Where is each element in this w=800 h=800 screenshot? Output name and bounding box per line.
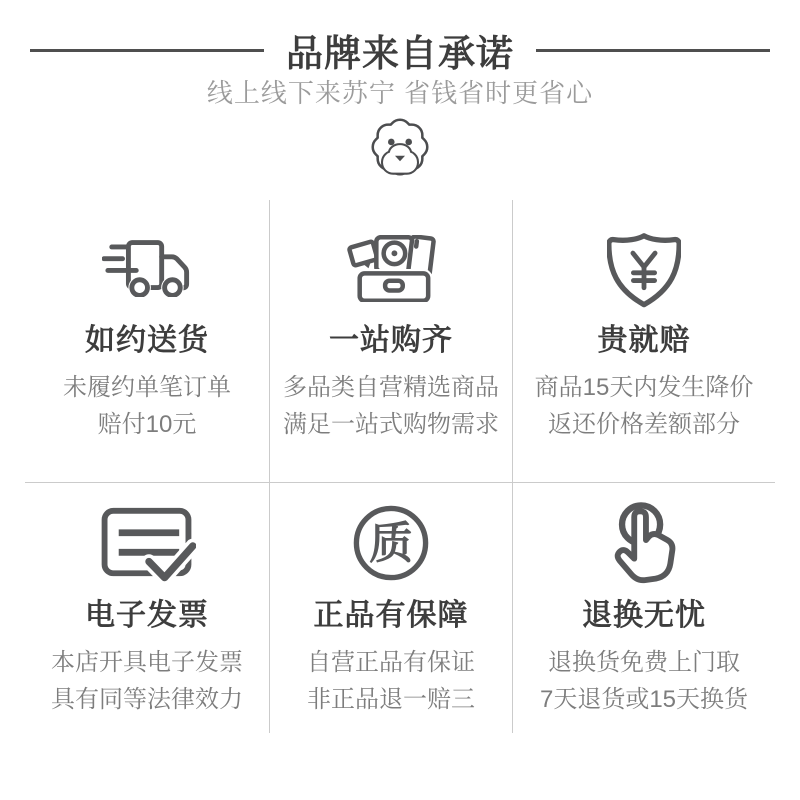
- page-title: 品牌来自承诺: [286, 33, 514, 74]
- promise-desc: [540, 644, 748, 718]
- promise-desc: [535, 369, 754, 443]
- promise-desc-line2: 非正品退一赔三: [307, 686, 475, 713]
- promise-card-authenticity: [270, 483, 513, 733]
- promise-title: 贵就赔: [597, 324, 691, 357]
- promise-desc: [307, 644, 475, 718]
- promise-title: 正品有保障: [313, 599, 469, 632]
- quality-badge-char: 质: [369, 519, 413, 569]
- yuan-symbol: [633, 253, 655, 288]
- appliances-box-icon: [346, 230, 436, 306]
- lion-mascot-icon: [367, 113, 433, 181]
- title-line-right: [536, 49, 770, 52]
- page-subtitle: 线上线下来苏宁 省钱省时更省心: [206, 78, 594, 108]
- lion-eye-left: [388, 139, 395, 146]
- tap-hand-icon: [608, 505, 680, 581]
- shield-yuan-icon: [607, 230, 681, 306]
- mascot-row: [0, 113, 800, 183]
- promise-title: 电子发票: [85, 599, 209, 632]
- promise-desc: [63, 369, 231, 443]
- promise-title: 一站购齐: [329, 324, 453, 357]
- promise-desc-line2: 返还价格差额部分: [547, 411, 740, 438]
- promise-desc-line1: 本店开具电子发票: [51, 649, 243, 676]
- promise-desc-line1: 未履约单笔订单: [63, 374, 231, 401]
- title-line-left: [30, 49, 264, 52]
- promise-desc-line1: 商品15天内发生降价: [534, 374, 754, 401]
- promise-desc-line2: 满足一站式购物需求: [283, 411, 499, 438]
- storage-box-icon: [360, 273, 428, 300]
- promise-card-e-invoice: [25, 483, 270, 733]
- promise-card-one-stop: [270, 200, 513, 483]
- promise-title: 如约送货: [85, 324, 209, 357]
- promise-desc-line1: 退换货免费上门取: [547, 649, 740, 676]
- delivery-truck-icon: [102, 230, 192, 306]
- promise-card-price-protection: [513, 200, 775, 483]
- promise-title: 退换无忧: [582, 599, 706, 632]
- pointing-hand: [618, 511, 673, 580]
- promise-desc-line1: 自营正品有保证: [307, 649, 475, 676]
- promise-card-returns: [513, 483, 775, 733]
- title-row: [0, 29, 800, 74]
- promise-desc-line1: 多品类自营精选商品: [283, 374, 499, 401]
- promise-desc: [51, 644, 243, 718]
- promise-desc-line2: 具有同等法律效力: [51, 686, 243, 713]
- quality-badge-icon: [353, 505, 429, 581]
- lion-eye-right: [405, 139, 412, 146]
- promise-grid: [25, 200, 775, 733]
- promise-desc-line2: 7天退货或15天换货: [539, 686, 749, 713]
- promise-desc-line2: 赔付10元: [97, 411, 197, 438]
- promise-desc: [283, 369, 499, 443]
- invoice-check-icon: [98, 505, 196, 581]
- banner-header: [0, 0, 800, 183]
- promise-card-delivery: [25, 200, 270, 483]
